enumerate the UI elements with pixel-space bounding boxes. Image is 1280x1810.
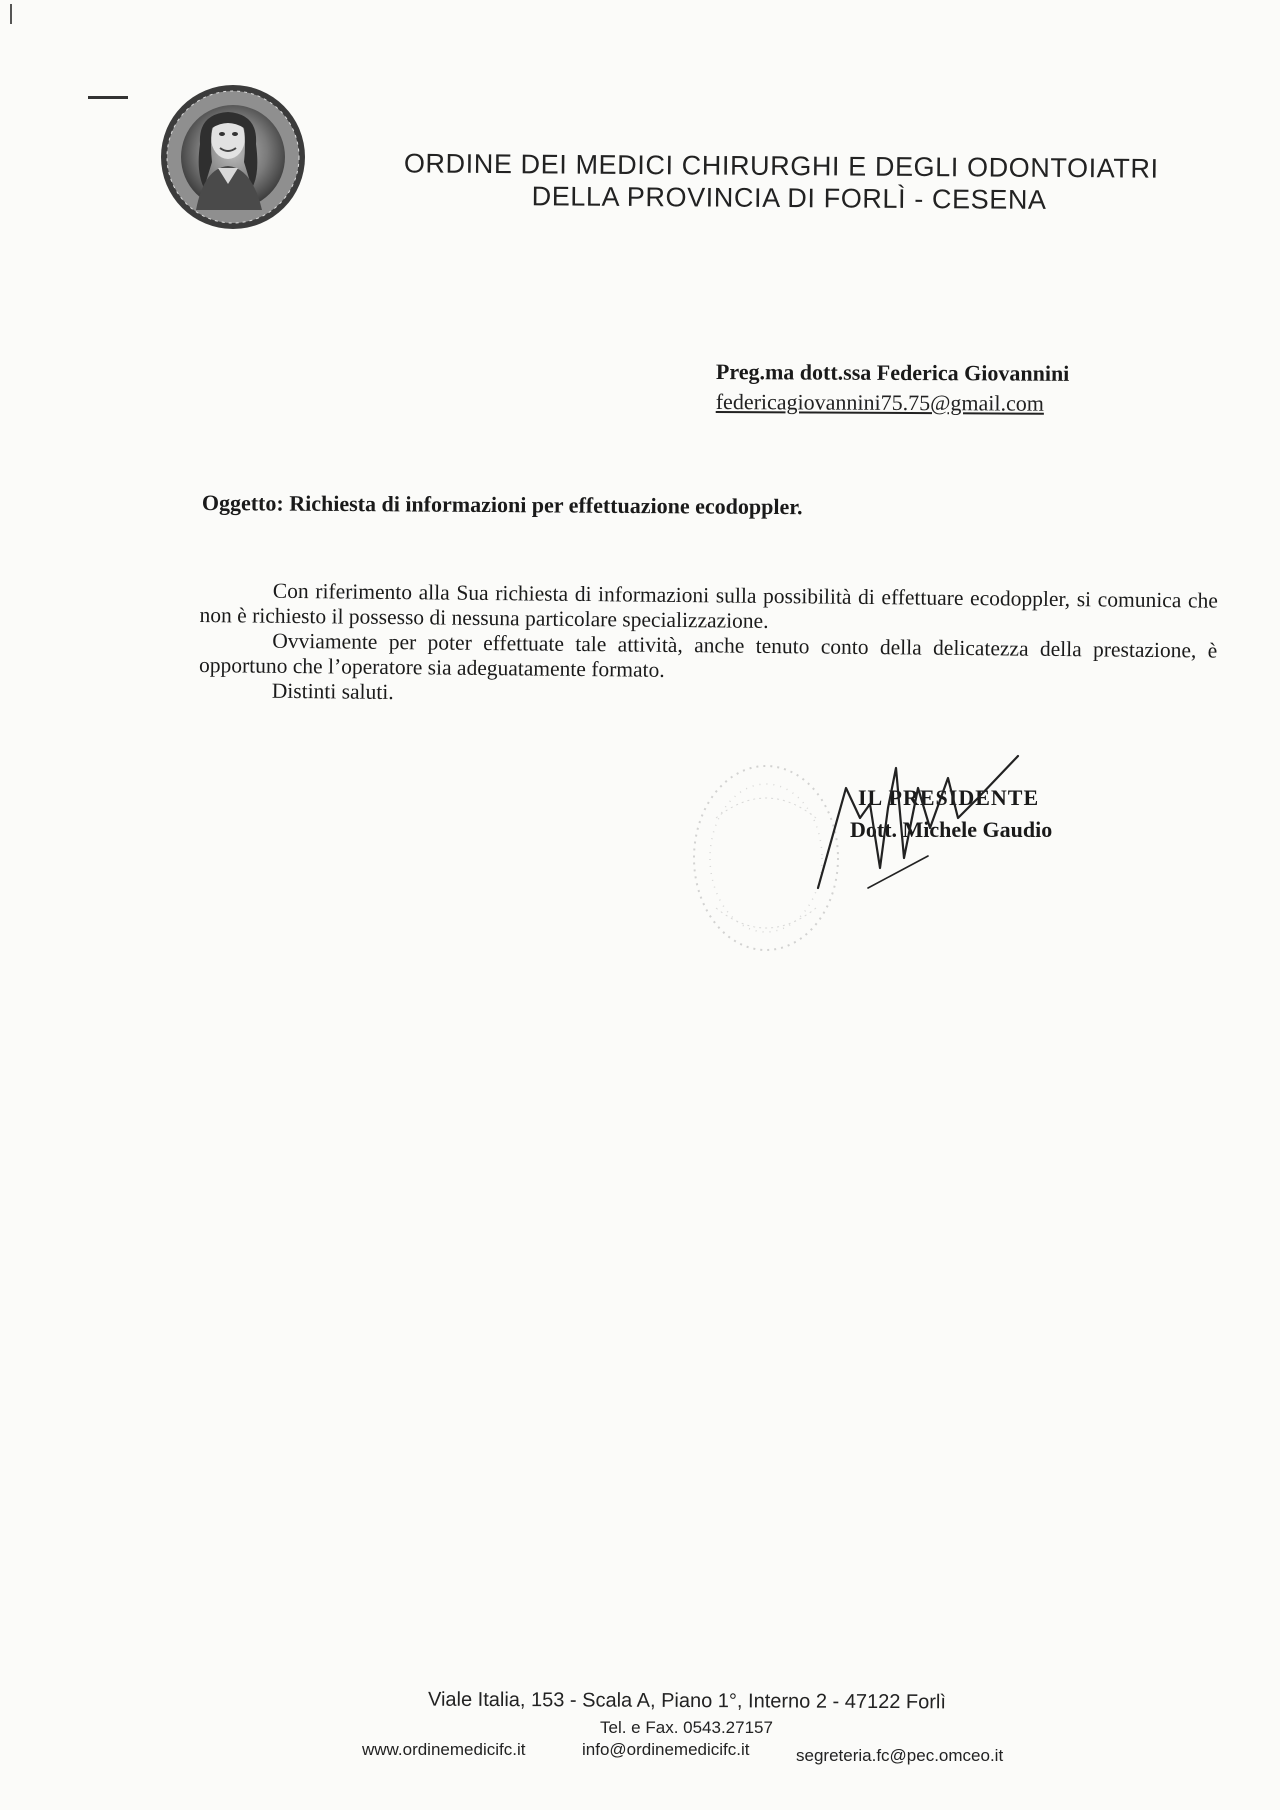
closing-salutation: Distinti saluti. — [271, 678, 394, 705]
footer-pec: segreteria.fc@pec.omceo.it — [796, 1746, 1004, 1765]
recipient-name: Preg.ma dott.ssa Federica Giovannini — [715, 359, 1070, 386]
signatory-title: IL PRESIDENTE — [858, 785, 1040, 810]
recipient-email: federicagiovannini75.75@gmail.com — [715, 388, 1045, 416]
order-seal-logo — [160, 84, 306, 230]
handwritten-signature-icon — [808, 748, 1078, 898]
scan-edge-mark — [10, 4, 12, 24]
footer-email: info@ordinemedicifc.it — [582, 1740, 750, 1759]
recipient-block — [716, 358, 1070, 418]
footer-telfax: Tel. e Fax. 0543.27157 — [600, 1718, 773, 1737]
letterhead-line-1: ORDINE DEI MEDICI CHIRURGHI E DEGLI ODONTOIATRI — [403, 148, 1159, 184]
body-paragraph-2: Ovviamente per poter effettuate tale attività, anche tenuto conto della delicatezza della prestazione, è opportuno che l’operatore sia adeguatamente formato. — [198, 628, 1218, 682]
letter-body — [199, 578, 1218, 714]
subject-line: Oggetto: Richiesta di informazioni per effettuazione ecodoppler. — [201, 490, 803, 520]
footer-address: Viale Italia, 153 - Scala A, Piano 1°, Interno 2 - 47122 Forlì — [427, 1688, 947, 1714]
letterhead — [350, 148, 1220, 215]
body-paragraph-1: Con riferimento alla Sua richiesta di informazioni sulla possibilità di effettuare ecodoppler, si comunica che non è richiesto il possesso di nessuna particolare specializzazione. — [199, 578, 1218, 633]
scan-dash-mark — [88, 96, 128, 99]
letterhead-line-2: DELLA PROVINCIA DI FORLÌ - CESENA — [531, 181, 1047, 215]
signatory-name: Dott. Michele Gaudio — [850, 817, 1053, 842]
footer-website: www.ordinemedicifc.it — [362, 1740, 526, 1759]
